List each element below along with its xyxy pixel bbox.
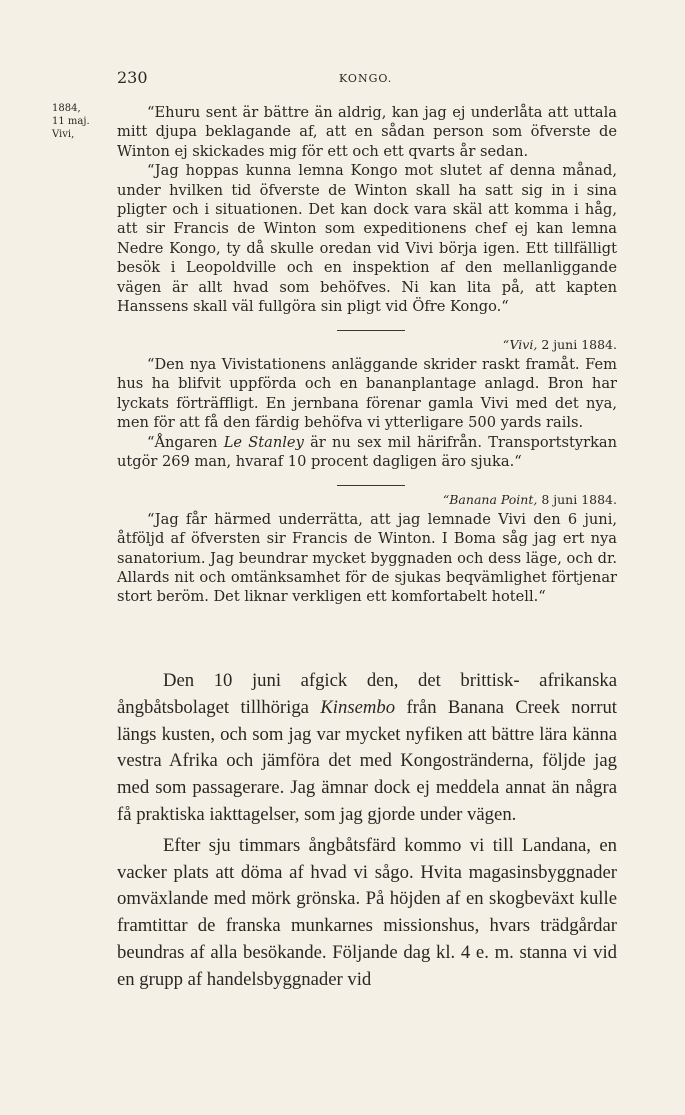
- dateline-banana-date: 8 juni 1884.: [541, 492, 617, 508]
- dateline-banana-point: [117, 490, 617, 509]
- margin-note: [52, 102, 108, 141]
- main-narrative: [117, 668, 617, 994]
- section-divider: [337, 485, 405, 486]
- quote2-text-start: “Ångaren: [147, 433, 224, 451]
- section-divider: [337, 330, 405, 331]
- quote1-paragraph-2: “Jag hoppas kunna lemna Kongo mot slutet af denna månad, under hvilken tid öfverste de Winton skall ha satt sig in i sina pligter och i situationen. Det kan dock vara skäl att komma i håg, att sir Francis de Winton som expeditionens chef ej kan lemna Nedre Kongo, ty då skulle oredan vid Vivi börja igen. Ett tillfälligt besök i Leopoldville och en inspektion af den mellanliggande vägen är allt hvad som behöfves. Ni kan lita på, att kapten Hanssens skall väl fullgöra sin pligt vid Öfre Kongo.“: [117, 162, 617, 316]
- quote2-paragraph-2: [117, 433, 617, 472]
- main-paragraph-1: [117, 668, 617, 829]
- page-header: [117, 68, 617, 90]
- page-number: 230: [117, 68, 148, 87]
- margin-note-year: 1884,: [52, 103, 81, 114]
- running-head: KONGO.: [339, 72, 393, 85]
- quote1-paragraph-1: “Ehuru sent är bättre än aldrig, kan jag ej underlåta att uttala mitt djupa beklagande af, att en sådan person som öfverste de Winton ej skickades mig för ett och ett qvarts år sedan.: [117, 104, 617, 160]
- margin-note-date: 11 maj.: [52, 116, 90, 127]
- main-paragraph-2: Efter sju timmars ångbåtsfärd kommo vi till Landana, en vacker plats att döma af hvad vi sågo. Hvita magasinsbyggnader omväxlande med mörk grönska. På höjden af en skogbeväxt kulle framtittar de franska munkarnes missionshus, hvars trädgårdar beundras af alla besökande. Följande dag kl. 4 e. m. stanna vi vid en grupp af handelsbyggnader vid: [117, 834, 617, 990]
- dateline-vivi: [117, 335, 617, 354]
- ship-name-kinsembo: Kinsembo: [320, 696, 396, 718]
- margin-note-place: Vivi,: [52, 129, 75, 140]
- quote2-text-end: är nu sex mil härifrån. Transportstyrkan utgör 269 man, hvaraf 10 procent dagligen äro sjuka.“: [117, 433, 618, 470]
- dateline-vivi-place: “Vivi,: [502, 337, 538, 353]
- ship-name-le-stanley: Le Stanley: [223, 433, 304, 451]
- main-p1-end: från Banana Creek norrut längs kusten, och som jag var mycket nyfiken att bättre lära känna vestra Afrika och jämföra det med Kongostränderna, följde jag med som passagerare. Jag ämnar dock ej meddela annat än några få praktiska iakttagelser, som jag gjorde under vägen.: [117, 696, 617, 825]
- quote2-paragraph-1: “Den nya Vivistationens anläggande skrider raskt framåt. Fem hus ha blifvit uppförda och en bananplantage anlagd. Bron har lyckats förträffligt. En jernbana förenar gamla Vivi med det nya, men för att få den färdig behöfva vi ytterligare 500 yards rails.: [117, 355, 617, 432]
- letter-quotes: [117, 103, 617, 607]
- quote3-paragraph-1: “Jag får härmed underrätta, att jag lemnade Vivi den 6 juni, åtföljd af öfversten sir Francis de Winton. I Boma såg jag ert nya sanatorium. Jag beundrar mycket byggnaden och dess läge, och dr. Allards nit och omtänksamhet för de sjukas beqvämlighet förtjenar stort beröm. Det liknar verkligen ett komfortabelt hotell.“: [117, 510, 617, 606]
- dateline-vivi-date: 2 juni 1884.: [541, 337, 617, 353]
- dateline-banana-place: “Banana Point,: [442, 492, 538, 508]
- main-p1-start: Den 10 juni afgick den, det brittisk- afrikanska ångbåtsbolaget tillhöriga: [117, 670, 617, 718]
